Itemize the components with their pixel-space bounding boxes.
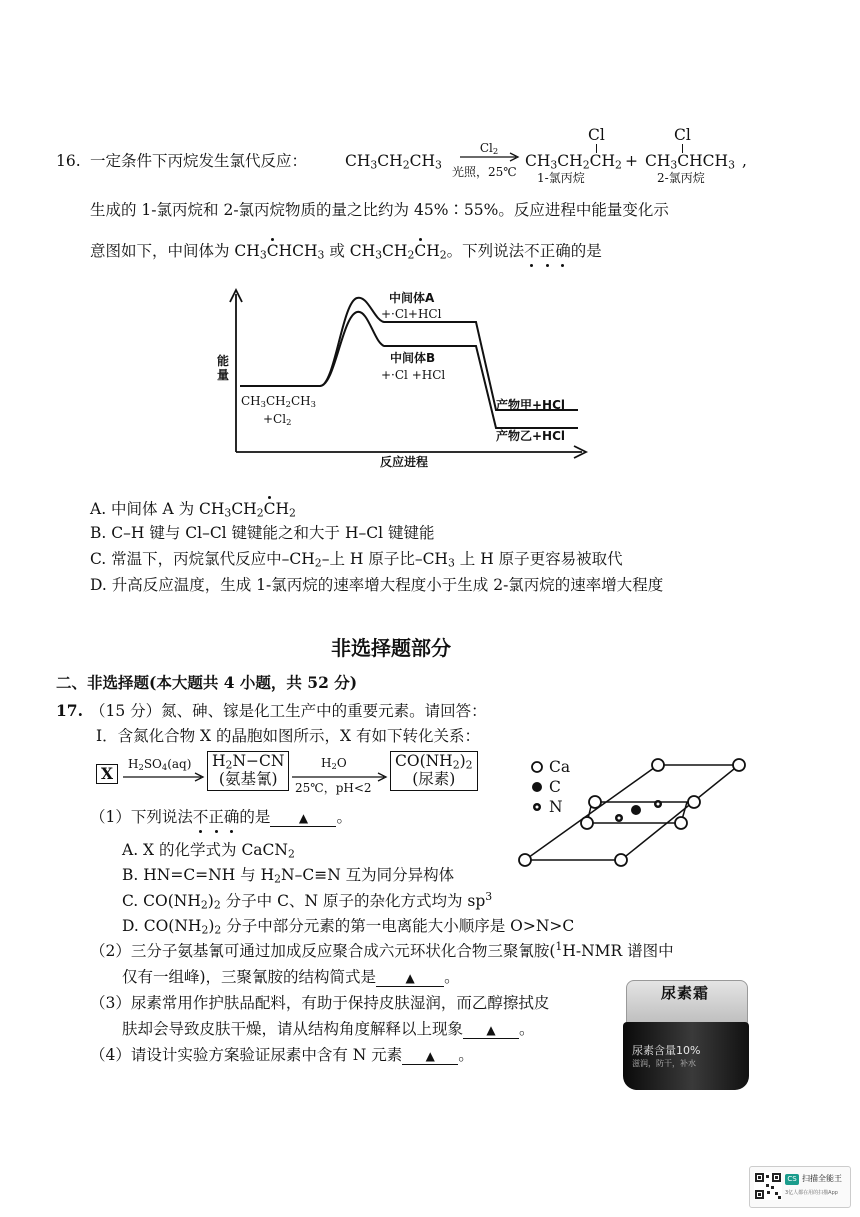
diagram-reactant-label-1: $CH_3CH_2CH_3$ [241, 394, 316, 410]
q16-line3: 意图如下，中间体为 $CH_3CHCH_3$ 或 $CH_3CH_2CH_2$。下列说法不正确的是 [90, 242, 602, 262]
ca-atom [519, 854, 531, 866]
legend-n-label: N [549, 798, 563, 816]
jar-label-top: 尿素霜 [660, 984, 709, 1002]
cs-badge: CS [785, 1174, 799, 1185]
diagram-intB-label-1: 中间体B [390, 351, 436, 365]
scheme-box2-line1: $H_2N-CN$ [212, 752, 285, 772]
q17-sub1-emph: 不正确 [192, 808, 240, 826]
q17-sub1: （1）下列说法不正确的是 ▲ 。 [90, 808, 352, 826]
answer-blank-1[interactable]: ▲ [270, 810, 336, 827]
legend-n-marker [530, 800, 544, 814]
urea-cream-jar-photo [620, 976, 752, 1092]
diagram-y-label: 能量 [217, 354, 230, 382]
q17-sub4: （4）请设计实验方案验证尿素中含有 N 元素 ▲ 。 [90, 1046, 474, 1064]
scheme-box2-line2: (氨基氰) [218, 769, 278, 788]
diagram-intA-label-1: 中间体A [389, 291, 435, 305]
jar-label-small: 滋润，防干，补水 [632, 1059, 696, 1068]
diagram-product-a-label: 产物甲+HCl [496, 398, 566, 412]
ca-atom [652, 759, 664, 771]
q16-option-d: D. 升高反应温度，生成 1-氯丙烷的速率增大程度小于生成 2-氯丙烷的速率增大程度 [90, 576, 664, 594]
ca-atom [615, 854, 627, 866]
answer-blank-4[interactable]: ▲ [402, 1048, 458, 1065]
answer-blank-3[interactable]: ▲ [463, 1022, 519, 1039]
q17-intro: （15 分）氮、砷、镓是化工生产中的重要元素。请回答： [90, 702, 487, 720]
scheme-x-box: X [96, 764, 118, 784]
part2-heading: 二、非选择题(本大题共 4 小题，共 52 分) [56, 673, 358, 692]
jar-label-content: 尿素含量10% [632, 1044, 701, 1057]
diagram-intA-label-2: +·Cl+HCl [381, 307, 442, 321]
q17-sub3-line2: 肤却会导致皮肤干燥，请从结构角度解释以上现象 ▲ 。 [122, 1020, 535, 1038]
scheme-box3-line2: (尿素) [412, 769, 456, 788]
q16-product2-name: 2-氯丙烷 [657, 171, 705, 185]
diagram-intB-label-2: +·Cl +HCl [381, 368, 446, 382]
q16-option-b: B. C–H 键与 Cl–Cl 键键能之和大于 H–Cl 键键能 [90, 524, 435, 542]
y-axis [230, 290, 242, 452]
diagram-product-b-label: 产物乙+HCl [496, 429, 566, 443]
q17-sub2-line1: （2）三分子氨基氰可通过加成反应聚合成六元环状化合物三聚氰胺($^1$H-NMR 谱图中 [90, 939, 674, 960]
q17-sub3-line1: （3）尿素常用作护肤品配料，有助于保持皮肤湿润，而乙醇擦拭皮 [90, 994, 550, 1012]
c-atom [631, 805, 641, 815]
q16-product2-cl: Cl [674, 126, 691, 144]
q17-sub1-option-a: A. X 的化学式为 CaCN$_2$ [122, 841, 295, 861]
qr-code-icon [754, 1172, 782, 1200]
ca-atom [688, 796, 700, 808]
section-title: 非选择题部分 [331, 636, 451, 660]
q16-product1: $CH_3CH_2CH_2$ [525, 152, 622, 172]
ca-atom [589, 796, 601, 808]
q16-arrow-bottom: 光照，25℃ [452, 165, 517, 179]
legend-ca-label: Ca [549, 758, 571, 776]
q16-product1-cl: Cl [588, 126, 605, 144]
scheme-box-cyanamide [207, 751, 289, 791]
ca-atom [675, 817, 687, 829]
scanner-watermark [749, 1166, 851, 1208]
legend-ca-marker [530, 760, 544, 774]
scheme-arrow1-top: $H_2SO_4(aq)$ [128, 757, 192, 773]
legend-c-label: C [549, 778, 561, 796]
q17-sub1-option-d: D. $CO(NH_2)_2$ 分子中部分元素的第一电离能大小顺序是 O>N>C [122, 917, 575, 937]
ca-atom [733, 759, 745, 771]
q16-number: 16. [56, 152, 81, 170]
q17-sub1-option-c: C. $CO(NH_2)_2$ 分子中 C、N 原子的杂化方式均为 $sp^3$ [122, 889, 493, 912]
q16-line2: 生成的 1-氯丙烷和 2-氯丙烷物质的量之比约为 45%∶55%。反应进程中能量变化示 [90, 201, 669, 219]
watermark-title: 扫描全能王 [802, 1174, 842, 1183]
q16-reactant: $CH_3CH_2CH_3$ [345, 152, 442, 172]
scheme-box3-line1: $CO(NH_2)_2$ [395, 752, 473, 772]
q16-reaction-arrow [458, 152, 522, 162]
diagram-reactant-label-2: $+Cl_2$ [263, 412, 292, 428]
q16-emph-not-correct: 不正确 [524, 242, 571, 260]
q17-sub2-line2: 仅有一组峰)，三聚氰胺的结构简式是 ▲ 。 [122, 968, 460, 986]
q17-part1: Ⅰ．含氮化合物 X 的晶胞如图所示，X 有如下转化关系： [96, 727, 480, 745]
q16-stem-intro: 一定条件下丙烷发生氯代反应： [90, 152, 308, 170]
crystal-cell-diagram [508, 750, 768, 870]
scheme-arrow1 [121, 772, 207, 782]
scheme-arrow2-top: $H_2O$ [321, 756, 347, 772]
q16-product2-comma: , [742, 152, 747, 170]
scheme-box-urea [390, 751, 478, 791]
q16-option-c: C. 常温下，丙烷氯代反应中$-CH_2-$上 H 原子比$-CH_3$ 上 H 原子更容易被取代 [90, 550, 623, 570]
watermark-subtitle: 3亿人都在用的扫描App [785, 1190, 838, 1196]
q16-option-a: A. 中间体 A 为 $CH_3CH_2CH_2$ [90, 500, 296, 520]
q16-plus: + [625, 152, 638, 170]
q16-product2: $CH_3CHCH_3$ [645, 152, 735, 172]
ca-atom [581, 817, 593, 829]
diagram-x-label: 反应进程 [380, 455, 429, 469]
scheme-arrow2-bottom: 25℃，pH<2 [295, 781, 372, 795]
legend-c-marker [530, 780, 544, 794]
q17-number: 17. [56, 701, 83, 720]
q16-product1-name: 1-氯丙烷 [537, 171, 585, 185]
q17-sub1-option-b: B. HN=C=NH 与 $H_2N-C\equiv N$ 互为同分异构体 [122, 866, 455, 886]
q16-arrow-top: $Cl_2$ [479, 141, 499, 157]
answer-blank-2[interactable]: ▲ [376, 970, 444, 987]
